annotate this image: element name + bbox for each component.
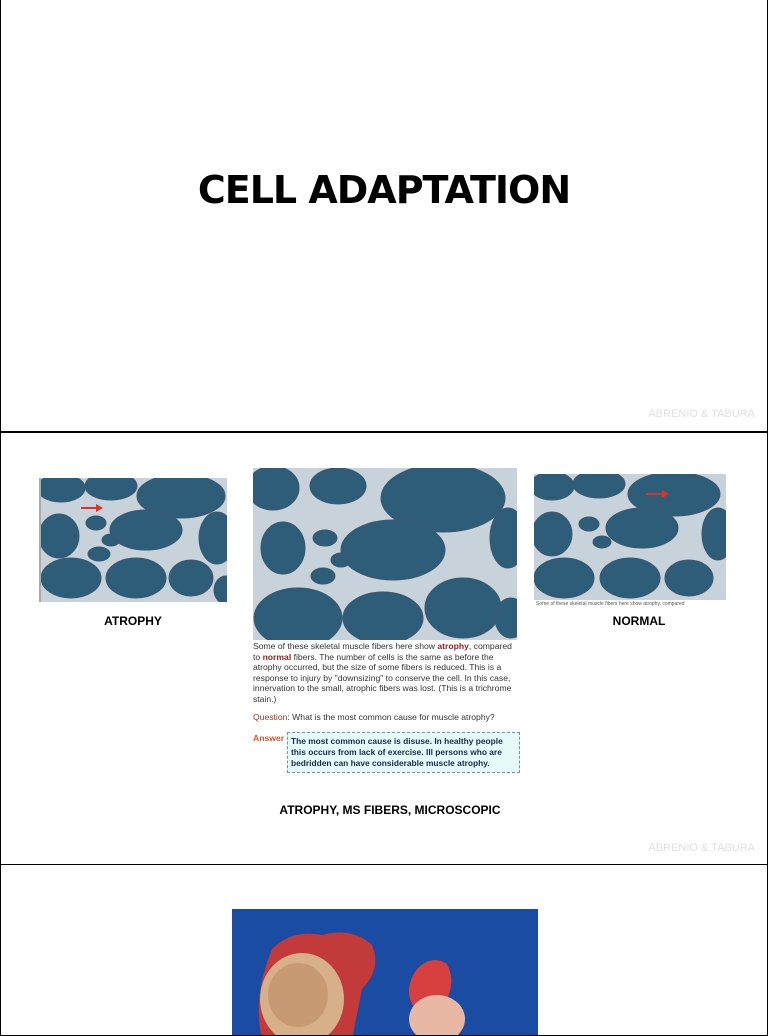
slide-footer: ABRENIO & TABURA <box>648 842 755 854</box>
caption-microscopic: ATROPHY, MS FIBERS, MICROSCOPIC <box>279 803 501 817</box>
normal-micrograph <box>534 474 726 600</box>
slide-title <box>0 0 768 432</box>
slide-footer: ABRENIO & TABURA <box>648 408 755 420</box>
caption-normal: NORMAL <box>612 614 666 628</box>
caption-atrophy: ATROPHY <box>104 614 162 628</box>
normal-tiny-caption: Some of these skeletal muscle fibers here show atrophy, compared <box>536 601 685 607</box>
answer-box: The most common cause is disuse. In healthy people this occurs from lack of exercise. Ill persons who are bedridden can have considerable muscle atrophy. <box>287 732 520 773</box>
slide-title-text: CELL ADAPTATION <box>197 168 571 212</box>
center-micrograph <box>253 468 517 640</box>
atrophy-micrograph <box>39 478 227 602</box>
question-text: Question: What is the most common cause for muscle atrophy? <box>253 712 495 722</box>
slide-atrophy <box>0 432 768 865</box>
description-text: Some of these skeletal muscle fibers here show atrophy, compared to normal fibers. The number of cells is the same as before the atrophy occurred, but the size of some fibers is reduced. This is a response to injury by "downsizing" to conserve the cell. In this case, innervation to the small, atrophic fibers was lost. (This is a trichrome stain.) <box>253 641 512 704</box>
gross-specimen-photo <box>232 909 538 1036</box>
slide-gross-specimen <box>0 864 768 1036</box>
answer-label: Answer <box>253 733 285 743</box>
